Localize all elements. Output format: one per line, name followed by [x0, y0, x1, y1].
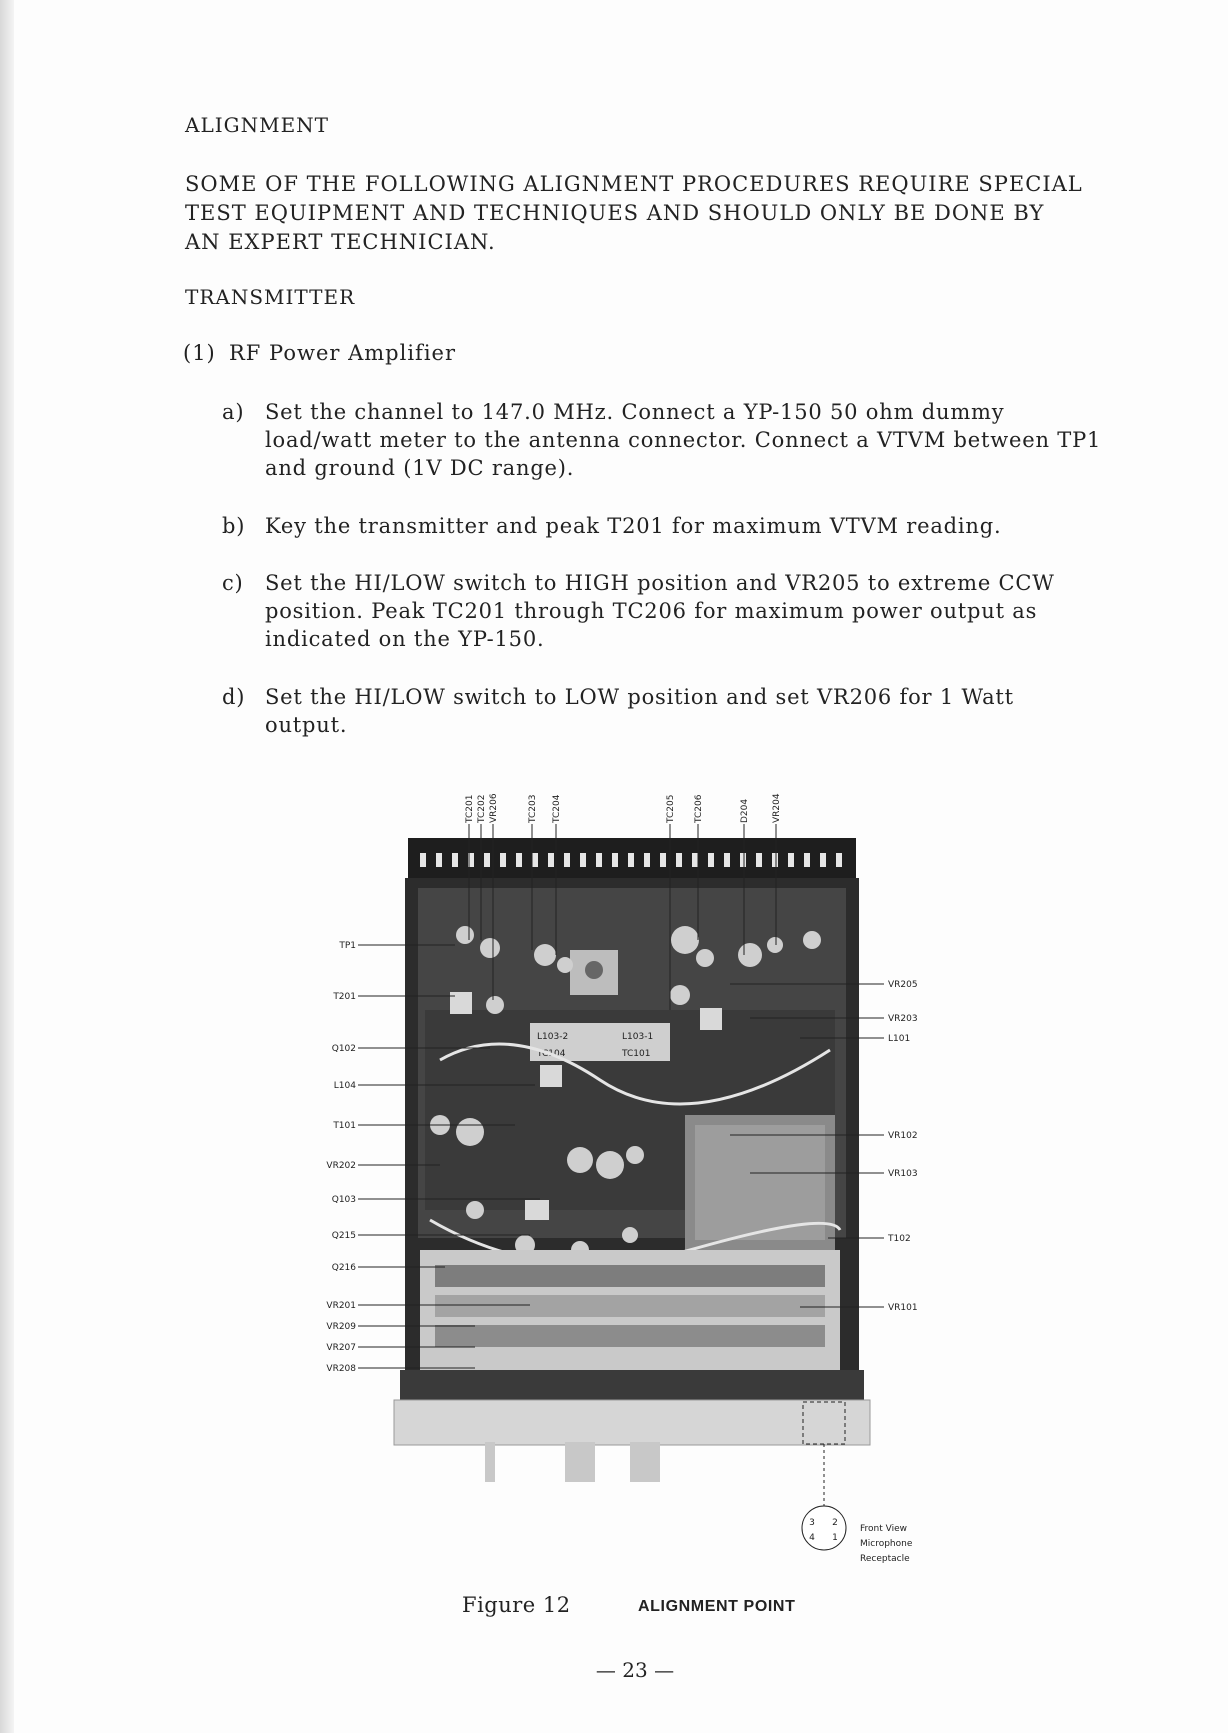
callout-left: T101	[333, 1121, 356, 1131]
step-letter: d)	[222, 685, 246, 709]
page-heading: ALIGNMENT	[185, 113, 330, 137]
step-letter: b)	[222, 514, 246, 538]
pin-label: 4	[809, 1533, 815, 1543]
front-panel	[394, 1400, 870, 1445]
step-c	[222, 569, 1102, 653]
callout-top: VR204	[772, 793, 782, 823]
callout-top: TC206	[694, 794, 704, 823]
callout-top: D204	[740, 798, 750, 823]
callout-left: VR207	[326, 1343, 356, 1353]
step-text: Set the channel to 147.0 MHz. Connect a YP-150 50 ohm dummy load/watt meter to the antenna connector. Connect a VTVM between TP1 and ground (1V DC range).	[265, 400, 1102, 480]
callout-left: Q215	[331, 1231, 356, 1241]
figure-caption-title: ALIGNMENT POINT	[638, 1598, 796, 1615]
callout-left: VR202	[326, 1161, 356, 1171]
receptacle-note: Receptacle	[860, 1554, 910, 1564]
callout-top: VR206	[489, 793, 499, 823]
callout-left: Q103	[331, 1195, 356, 1205]
step-text: Set the HI/LOW switch to LOW position and set VR206 for 1 Watt output.	[265, 685, 1014, 737]
callout-left: VR209	[326, 1322, 356, 1332]
section-name: RF Power Amplifier	[229, 341, 457, 365]
callout-top: TC204	[552, 794, 562, 823]
callout-left: TP1	[339, 941, 356, 951]
board-label: L103-2	[537, 1032, 569, 1042]
transformer-t201	[450, 992, 472, 1014]
callout-top: TC202	[477, 794, 487, 823]
callout-right: L101	[888, 1034, 911, 1044]
callout-right: VR101	[888, 1303, 918, 1313]
callout-right: VR203	[888, 1014, 918, 1024]
callout-left: VR208	[326, 1364, 356, 1374]
callout-right: VR102	[888, 1131, 918, 1141]
step-letter: c)	[222, 571, 244, 595]
step-text: Set the HI/LOW switch to HIGH position and VR205 to extreme CCW position. Peak TC201 through TC206 for maximum power output as indicated on the YP-150.	[265, 571, 1055, 651]
callout-right: VR103	[888, 1169, 918, 1179]
warning-paragraph: SOME OF THE FOLLOWING ALIGNMENT PROCEDURES REQUIRE SPECIAL TEST EQUIPMENT AND TECHNIQUES AND SHOULD ONLY BE DONE BY AN EXPERT TECHNICIAN.	[185, 172, 1083, 254]
callout-top: TC203	[528, 794, 538, 823]
pin-label: 2	[832, 1518, 838, 1528]
callout-top: TC201	[465, 794, 475, 823]
step-text: Key the transmitter and peak T201 for maximum VTVM reading.	[265, 514, 1002, 538]
section-number: (1)	[183, 341, 216, 365]
front-panel-knobs	[400, 1370, 864, 1400]
callout-right: VR205	[888, 980, 918, 990]
figure-caption-label: Figure 12	[462, 1593, 571, 1617]
page-edge	[0, 0, 14, 1733]
step-b	[222, 512, 1102, 540]
section-title	[183, 341, 456, 365]
transmitter-subheading: TRANSMITTER	[185, 285, 356, 309]
callout-left: L104	[333, 1081, 356, 1091]
board-label: TC101	[622, 1049, 651, 1059]
step-d	[222, 683, 1102, 739]
callout-top: TC205	[666, 794, 676, 823]
page-number: — 23 —	[595, 1658, 675, 1682]
alignment-photo	[326, 780, 950, 1580]
pin-label: 3	[809, 1518, 815, 1528]
callout-left: T201	[333, 992, 356, 1002]
board-label: TC104	[537, 1049, 566, 1059]
receptacle-note: Microphone	[860, 1539, 913, 1549]
callout-left: Q102	[331, 1044, 356, 1054]
callout-left: VR201	[326, 1301, 356, 1311]
callout-left: Q216	[331, 1263, 356, 1273]
step-a	[222, 398, 1102, 482]
microphone-receptacle	[802, 1506, 846, 1550]
pin-label: 1	[832, 1533, 838, 1543]
receptacle-note: Front View	[860, 1524, 907, 1534]
board-label: L103-1	[622, 1032, 654, 1042]
callout-right: T102	[888, 1234, 911, 1244]
step-letter: a)	[222, 400, 245, 424]
